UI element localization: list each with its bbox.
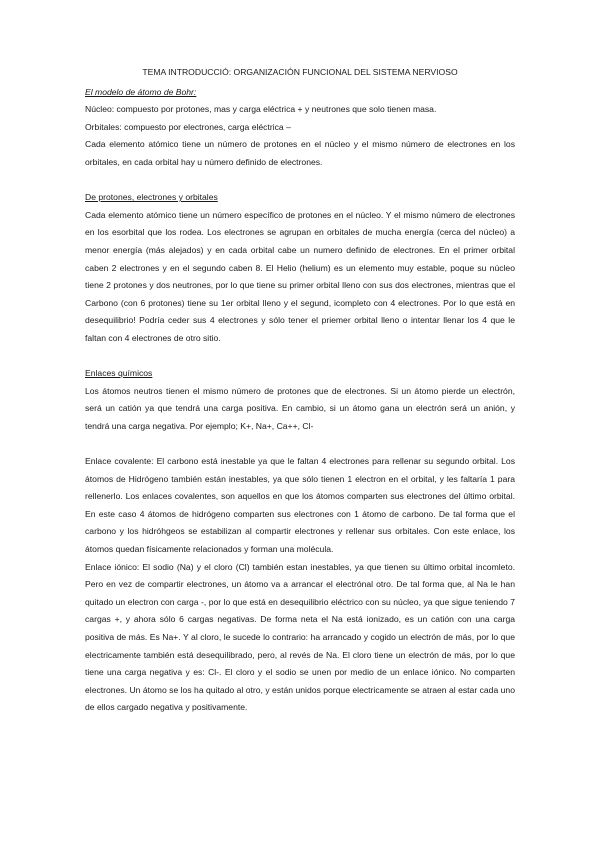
- section-heading-enlaces: Enlaces químicos: [85, 368, 153, 379]
- paragraph-nucleo: Núcleo: compuesto por protones, mas y carga eléctrica + y neutrones que solo tienen masa.: [85, 104, 437, 115]
- document-title: TEMA INTRODUCCIÓ: ORGANIZACIÓN FUNCIONAL DEL SISTEMA NERVIOSO: [142, 67, 458, 77]
- section-heading-bohr: El modelo de átomo de Bohr:: [85, 86, 197, 97]
- spacer: [85, 348, 515, 366]
- paragraph-enlace-ionico: Enlace iónico: El sodio (Na) y el cloro (Cl) también estan inestables, ya que tienen su último orbital incomleto. Pero en vez de compartir electrones, un átomo va a arrancar el electrónal otro. De tal forma que, al Na le han quitado un electron con carga -, por lo que está en desequilibrio eléctrico con su núcleo, ya que sigue teniendo 7 cargas +, y ahora sólo 6 cargas negativas. De forma neta el Na está ionizado, es un catión con una carga positiva de más. Es Na+. Y al cloro, le sucede lo contrario: ha arrancado y cogido un electrón de más, por lo que electricamente también está desequilibrado, pero, al revés de Na. El cloro tiene un electrón de más, por lo que tiene una carga negativa y es: Cl-. El cloro y el sodio se unen por medio de un enlace iónico. No comparten electrones. Un átomo se los ha quitado al otro, y están unidos porque electricamente se atraen al estar cada uno de ellos cargado negativa y positivamente.: [85, 561, 515, 713]
- paragraph-orbitales: Orbitales: compuesto por electrones, carga eléctrica –: [85, 121, 291, 132]
- paragraph-protones-electrones: Cada elemento atómico tiene un número específico de protones en el núcleo. Y el mismo número de electrones en los esorbital que los rodea. Los electrones se agrupan en orbitales de mucha energía (cerca del núcleo) a menor energía (más alejados) y en cada orbital cabe un numero definido de electrones. En el primer orbital caben 2 electrones y en el segundo caben 8. El Helio (helium) es un elemento muy estable, poque su núcleo tiene 2 protones y dos neutrones, por lo que tiene su primer orbital lleno con sus dos electrones, mientras que el Carbono (con 6 protones) tiene su 1er orbital lleno y el segund, icompleto con 4 electrones. Por lo que está en desequilibrio! Podría ceder sus 4 electrones y sólo tener el priemer orbital lleno o intentar llenar los 4 que le faltan con 4 electrones de otro sitio.: [85, 209, 515, 343]
- paragraph-elemento-atomico: Cada elemento atómico tiene un número de protones en el núcleo y el mismo número de electrones en los orbitales, en cada orbital hay u número definido de electrones.: [85, 139, 515, 167]
- paragraph-atomos-neutros: Los átomos neutros tienen el mismo número de protones que de electrones. Si un átomo pierde un electrón, será un catión ya que tendrá una carga positiva. En cambio, si un átomo gana un electrón será un anión, y tendrá una carga negativa. Por ejemplo; K+, Na+, Ca++, Cl-: [85, 385, 515, 431]
- spacer: [85, 435, 515, 453]
- document-page: [85, 64, 515, 717]
- paragraph-enlace-covalente: Enlace covalente: El carbono está inestable ya que le faltan 4 electrones para rellenar su segundo orbital. Los átomos de Hidrógeno también están inestables, ya que sólo tienen 1 electron en el orbital, y les faltaría 1 para rellenerlo. Los enlaces covalentes, son aquellos en que los átomos comparten sus electrones del último orbital. En este caso 4 átomos de hidrógeno comparten sus electrones con 1 átomo de carbono. De tal forma que el carbono y los hidróhgeos se estabilizan al compartir electrones y rellenar sus orbitales. Con este enlace, los átomos quedan físicamente relacionados y forman una molécula.: [85, 456, 515, 555]
- section-heading-protones: De protones, electrones y orbitales: [85, 192, 218, 203]
- spacer: [85, 172, 515, 190]
